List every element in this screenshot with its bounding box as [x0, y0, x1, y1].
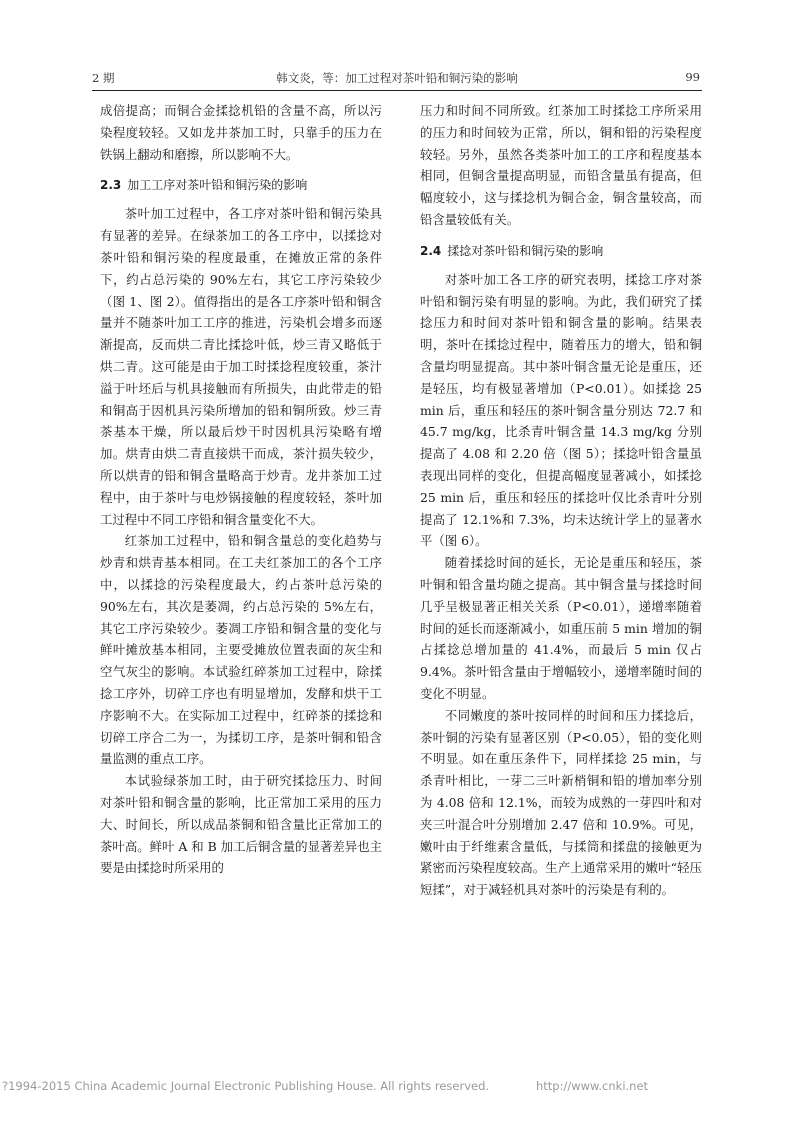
section-heading-2-4	[420, 241, 702, 261]
left-column	[100, 100, 382, 879]
page-header	[92, 64, 702, 91]
section-number: 2.3	[100, 178, 122, 193]
section-title: 揉捻对茶叶铅和铜污染的影响	[447, 243, 604, 258]
right-column	[420, 100, 702, 901]
section-heading-2-3	[100, 175, 382, 195]
paragraph: 压力和时间不同所致。红茶加工时揉捻工序所采用的压力和时间较为正常，所以，铜和铅的污染程度较轻。另外，虽然各类茶叶加工的工序和程度基本相同，但铜含量提高明显，而铅含量虽有提高，但幅度较小，这与揉捻机为铜合金，铜含量较高，而铅含量较低有关。	[420, 103, 702, 227]
paragraph: 对茶叶加工各工序的研究表明，揉捻工序对茶叶铅和铜污染有明显的影响。为此，我们研究了揉捻压力和时间对茶叶铅和铜含量的影响。结果表明，茶叶在揉捻过程中，随着压力的增大，铅和铜含量均明显提高。其中茶叶铜含量无论是重压，还是轻压，均有极显著增加（P<0.01）。如揉捻 25 min 后，重压和轻压的茶叶铜含量分别达 72.7 和 45.7 mg/kg，比杀青叶铜含量 14.3 mg/kg 分别提高了 4.08 和 2.20 倍（图 5）；揉捻叶铅含量虽表现出同样的变化，但提高幅度显著减小，如揉捻 25 min 后，重压和轻压的揉捻叶仅比杀青叶分别提高了 12.1%和 7.3%，均未达统计学上的显著水平（图 6）。	[420, 271, 702, 549]
paragraph: 茶叶加工过程中，各工序对茶叶铅和铜污染具有显著的差异。在绿茶加工的各工序中，以揉捻对茶叶铅和铜污染的程度最重，在摊放正常的条件下，约占总污染的 90%左右，其它工序污染较少（图 1、图 2）。值得指出的是各工序茶叶铅和铜含量并不随茶叶加工工序的推进，污染机会增多而逐渐提高，反而烘二青比揉捻叶低，炒三青又略低于烘二青。这可能是由于加工时揉捻程度较重，茶汁溢于叶坯后与机具接触而有所损失，由此带走的铅和铜高于因机具污染所增加的铅和铜所致。炒三青茶基本干燥，所以最后炒干时因机具污染略有增加。烘青由烘二青直接烘干而成，茶汁损失较少，所以烘青的铅和铜含量略高于炒青。龙井茶加工过程中，由于茶叶与电炒锅接触的程度较轻，茶叶加工过程中不同工序铅和铜含量变化不大。	[100, 206, 382, 527]
paragraph: 红茶加工过程中，铅和铜含量总的变化趋势与炒青和烘青基本相同。在工夫红茶加工的各个工序中，以揉捻的污染程度最大，约占茶叶总污染的 90%左右，其次是萎凋，约占总污染的 5%左右，其它工序污染较少。萎凋工序铅和铜含量的变化与鲜叶摊放基本相同，主要受摊放位置表面的灰尘和空气灰尘的影响。本试验红碎茶加工过程中，除揉捻工序外，切碎工序也有明显增加，发酵和烘干工序影响不大。在实际加工过程中，红碎茶的揉捻和切碎工序合二为一，为揉切工序，是茶叶铜和铅含量监测的重点工序。	[100, 533, 382, 767]
section-title: 加工工序对茶叶铅和铜污染的影响	[127, 178, 308, 193]
paragraph: 成倍提高；而铜合金揉捻机铅的含量不高，所以污染程度较轻。又如龙井茶加工时，只靠手的压力在铁锅上翻动和磨擦，所以影响不大。	[100, 103, 382, 162]
section-number: 2.4	[420, 243, 442, 258]
paragraph: 本试验绿茶加工时，由于研究揉捻压力、时间对茶叶铅和铜含量的影响，比正常加工采用的压力大、时间长，所以成品茶铜和铅含量比正常加工的茶叶高。鲜叶 A 和 B 加工后铜含量的显著差异也主要是由揉捻时所采用的	[100, 773, 382, 876]
paragraph: 不同嫩度的茶叶按同样的时间和压力揉捻后，茶叶铜的污染有显著区别（P<0.05），铅的变化则不明显。如在重压条件下，同样揉捻 25 min，与杀青叶相比，一芽二三叶新梢铜和铅的增加率分别为 4.08 倍和 12.1%，而较为成熟的一芽四叶和对夹三叶混合叶分别增加 2.47 倍和 10.9%。可见，嫩叶由于纤维素含量低，与揉筒和揉盘的接触更为紧密而污染程度较高。生产上通常采用的嫩叶“轻压短揉”，对于减轻机具对茶叶的污染是有利的。	[420, 707, 702, 898]
page-number: 99	[685, 70, 700, 84]
running-title: 韩文炎，等：加工过程对茶叶铅和铜污染的影响	[276, 71, 518, 85]
paragraph: 随着揉捻时间的延长，无论是重压和轻压，茶叶铜和铅含量均随之提高。其中铜含量与揉捻时间几乎呈极显著正相关关系（P<0.01），递增率随着时间的延长而逐渐减小，如重压前 5 min 增加的铜占揉捻总增加量的 41.4%，而最后 5 min 仅占 9.4%。茶叶铅含量由于增幅较小，递增率随时间的变化不明显。	[420, 555, 702, 701]
journal-issue: 2 期	[92, 71, 115, 85]
copyright-notice: ?1994-2015 China Academic Journal Electronic Publishing House. All rights reserved.	[2, 1079, 490, 1093]
website-link[interactable]: http://www.cnki.net	[536, 1079, 649, 1093]
